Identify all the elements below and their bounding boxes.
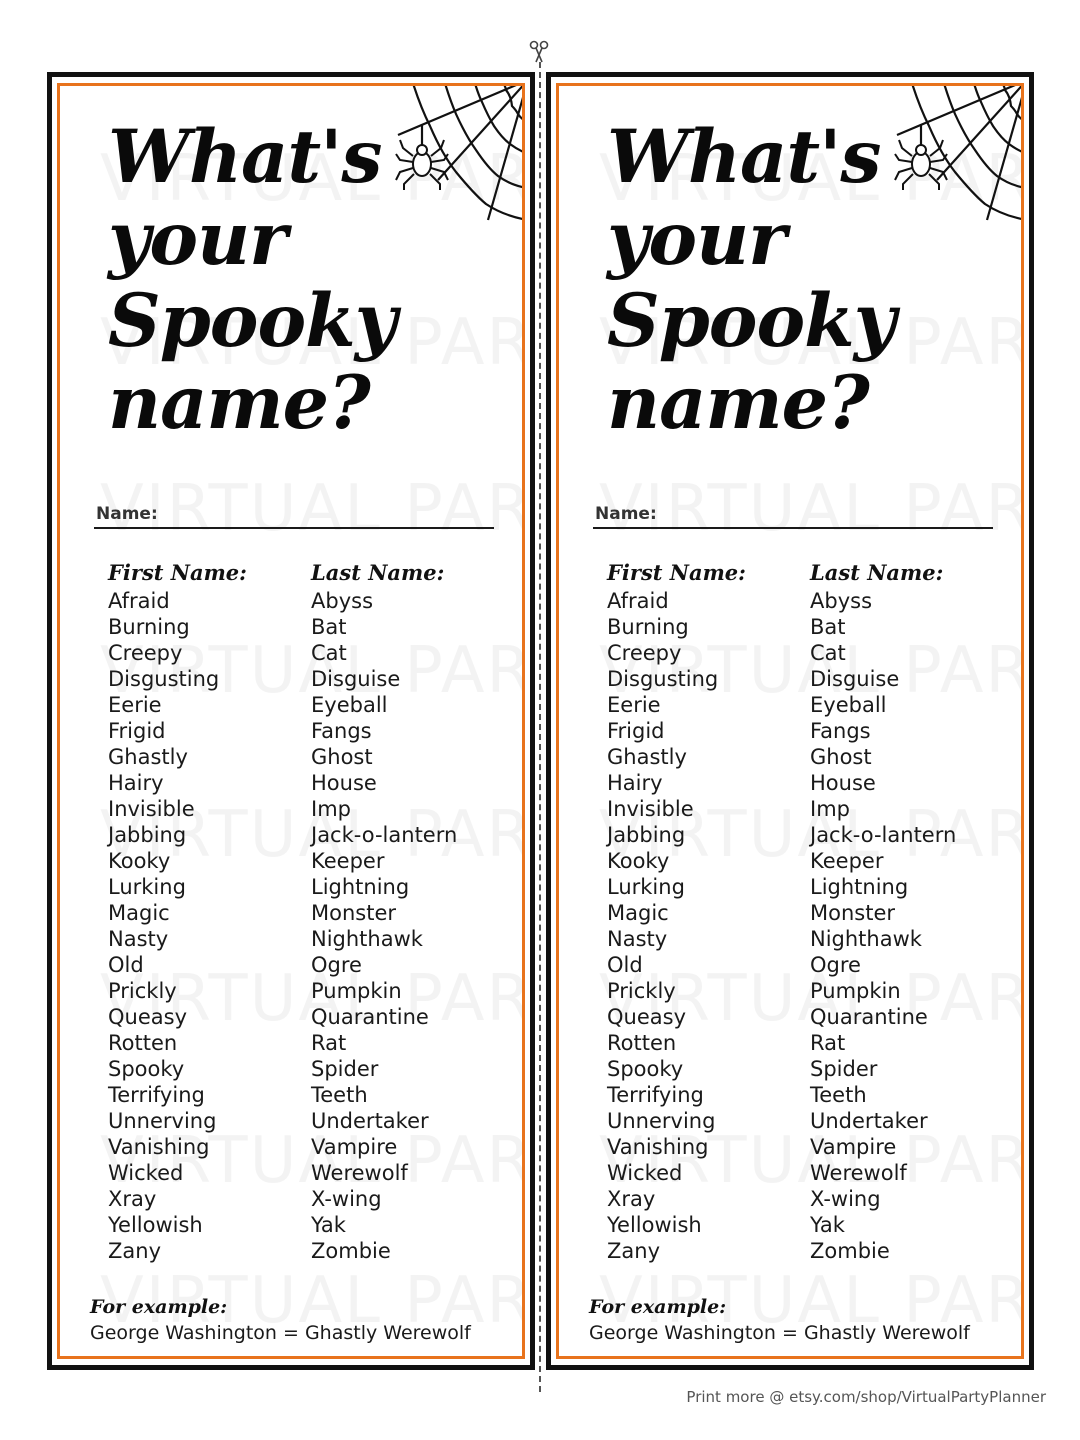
name-option: Creepy [108,641,183,665]
name-option: Nasty [607,927,668,951]
name-option: Rotten [108,1031,178,1055]
example-text: George Washington = Ghastly Werewolf [589,1322,970,1344]
last-name-list [311,588,457,1264]
name-option: Queasy [607,1005,686,1029]
name-option: Frigid [108,719,166,743]
name-option: Burning [607,615,689,639]
name-option: Quarantine [810,1005,928,1029]
spiderweb-icon [877,83,1024,230]
name-option: Jabbing [607,823,686,847]
title-line: your [108,196,287,282]
name-write-line [94,527,494,529]
watermark-text [100,472,525,546]
name-option: Afraid [607,589,669,613]
name-option: Yellowish [607,1213,702,1237]
name-option: Lightning [810,875,909,899]
name-option: Imp [311,797,351,821]
name-option: Magic [607,901,669,925]
name-option: Kooky [607,849,670,873]
name-option: Teeth [311,1083,368,1107]
name-option: Terrifying [108,1083,205,1107]
bookmark-card-right [546,72,1034,1370]
name-option: Ogre [311,953,362,977]
name-option: Hairy [607,771,663,795]
name-option: Bat [311,615,347,639]
name-option: Spooky [607,1057,684,1081]
example-text: George Washington = Ghastly Werewolf [90,1322,471,1344]
name-option: Vampire [810,1135,897,1159]
name-option: Ghastly [108,745,188,769]
name-option: Eerie [108,693,162,717]
last-name-header: Last Name: [810,560,944,585]
name-option: Disgusting [607,667,719,691]
spider-icon [895,140,947,190]
last-name-header: Last Name: [311,560,445,585]
title-line: Spooky [108,278,397,364]
name-option: Imp [810,797,850,821]
name-option: Jack-o-lantern [311,823,458,847]
name-option: Invisible [607,797,694,821]
name-option: Quarantine [311,1005,429,1029]
name-option: Werewolf [311,1161,408,1185]
footer-shop-link[interactable]: Print more @ etsy.com/shop/VirtualPartyPlanner [686,1388,1046,1406]
card-inner-border [57,83,525,1359]
name-option: Nasty [108,927,169,951]
name-option: Rat [810,1031,846,1055]
name-option: Yak [810,1213,845,1237]
name-option: Undertaker [311,1109,429,1133]
name-option: Yellowish [108,1213,203,1237]
title-line: What's [108,114,382,200]
name-option: Spider [311,1057,379,1081]
name-option: Old [607,953,643,977]
name-option: House [311,771,377,795]
name-option: Monster [810,901,896,925]
example-header: For example: [589,1296,727,1318]
name-option: Zombie [810,1239,890,1263]
first-name-list [108,588,247,1264]
title-line: Spooky [607,278,896,364]
name-option: Zombie [311,1239,391,1263]
title-line: What's [607,114,881,200]
name-option: Ogre [810,953,861,977]
name-option: Lurking [108,875,186,899]
first-name-header: First Name: [108,560,247,585]
name-option: Cat [810,641,846,665]
spiderweb-icon [378,83,525,230]
name-option: Zany [607,1239,660,1263]
name-option: Invisible [108,797,195,821]
name-option: Fangs [810,719,871,743]
name-option: Wicked [607,1161,683,1185]
name-option: Abyss [311,589,374,613]
last-name-column [311,558,457,1264]
last-name-list [810,588,956,1264]
name-option: Wicked [108,1161,184,1185]
name-option: Xray [607,1187,656,1211]
name-option: Monster [311,901,397,925]
name-option: Nighthawk [810,927,922,951]
name-option: Ghost [810,745,872,769]
first-name-column [108,558,247,1264]
name-option: Lightning [311,875,410,899]
card-inner-border [556,83,1024,1359]
title-line: your [607,196,786,282]
name-option: Ghastly [607,745,687,769]
name-option: Frigid [607,719,665,743]
name-option: Spooky [108,1057,185,1081]
name-option: Werewolf [810,1161,907,1185]
name-option: Hairy [108,771,164,795]
name-option: Fangs [311,719,372,743]
name-option: Prickly [607,979,676,1003]
name-option: Creepy [607,641,682,665]
title-line: name? [108,360,370,446]
name-write-line [593,527,993,529]
name-option: X-wing [311,1187,382,1211]
first-name-list [607,588,746,1264]
name-option: Unnerving [108,1109,217,1133]
example-header: For example: [90,1296,228,1318]
name-option: Pumpkin [810,979,901,1003]
name-label: Name: [595,504,657,524]
name-option: Eyeball [810,693,887,717]
name-option: Pumpkin [311,979,402,1003]
name-option: Undertaker [810,1109,928,1133]
name-option: Eyeball [311,693,388,717]
first-name-header: First Name: [607,560,746,585]
name-option: Afraid [108,589,170,613]
name-option: Prickly [108,979,177,1003]
name-option: Vanishing [607,1135,709,1159]
first-name-column [607,558,746,1264]
name-option: Kooky [108,849,171,873]
name-option: Teeth [810,1083,867,1107]
watermark-text [599,472,1024,546]
name-option: Ghost [311,745,373,769]
name-option: Magic [108,901,170,925]
name-option: Disguise [810,667,900,691]
name-option: Nighthawk [311,927,423,951]
name-option: Xray [108,1187,157,1211]
scissors-icon [529,40,549,64]
title-line: name? [607,360,869,446]
name-option: Cat [311,641,347,665]
name-option: Lurking [607,875,685,899]
name-option: Jack-o-lantern [810,823,957,847]
name-option: Abyss [810,589,873,613]
name-option: Spider [810,1057,878,1081]
name-option: Zany [108,1239,161,1263]
name-option: Unnerving [607,1109,716,1133]
name-label: Name: [96,504,158,524]
name-option: House [810,771,876,795]
name-option: Yak [311,1213,346,1237]
name-option: Jabbing [108,823,187,847]
name-option: Rat [311,1031,347,1055]
name-option: Keeper [810,849,884,873]
name-option: Disgusting [108,667,220,691]
bookmark-card-left [47,72,535,1370]
spider-icon [396,140,448,190]
name-option: Disguise [311,667,401,691]
name-option: Keeper [311,849,385,873]
name-option: X-wing [810,1187,881,1211]
name-option: Vampire [311,1135,398,1159]
name-option: Vanishing [108,1135,210,1159]
last-name-column [810,558,956,1264]
name-option: Bat [810,615,846,639]
name-option: Terrifying [607,1083,704,1107]
name-option: Eerie [607,693,661,717]
cut-line [539,62,541,1392]
name-option: Rotten [607,1031,677,1055]
name-option: Burning [108,615,190,639]
name-option: Queasy [108,1005,187,1029]
name-option: Old [108,953,144,977]
